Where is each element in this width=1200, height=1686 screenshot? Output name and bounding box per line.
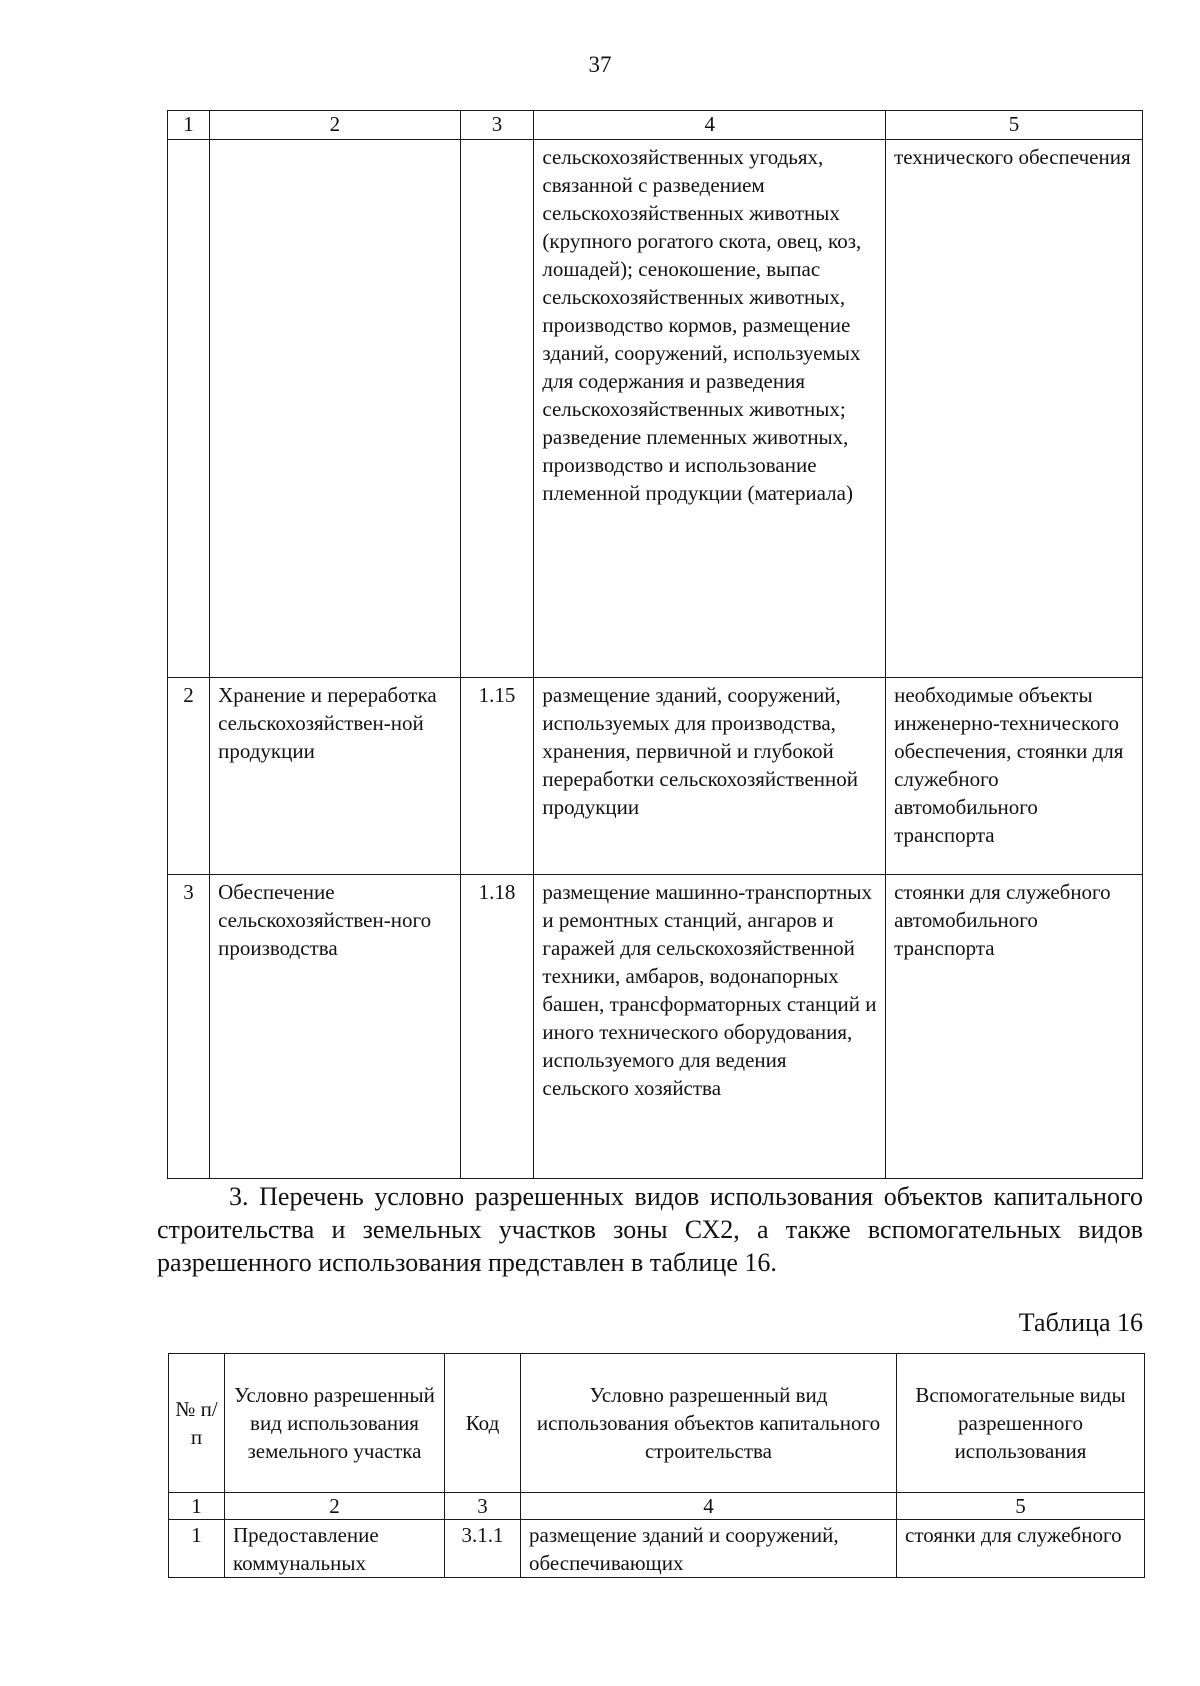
column-number-row: [169, 1493, 1145, 1520]
description-cell: сельскохозяйственных угодьях, связанной с разведением сельскохозяйственных животных (крупного рогатого скота, овец, коз, лошадей); сенокошение, выпас сельскохозяйственных животных, производство кормов, размещение зданий, сооружений, используемых для содержания и разведения сельскохозяйственных животных; разведение племенных животных, производство и использование племенной продукции (материала): [534, 140, 886, 678]
auxiliary-use-cell: стоянки для служебного автомобильного транспорта: [886, 875, 1143, 1179]
table-header-row: [168, 111, 1143, 140]
use-type-cell: Обеспечение сельскохозяйствен-ного производства: [210, 875, 461, 1179]
header-cell: № п/п: [169, 1354, 225, 1493]
column-number-cell: 1: [169, 1493, 225, 1520]
column-number-cell: 2: [225, 1493, 445, 1520]
code-cell: 3.1.1: [445, 1520, 521, 1578]
auxiliary-use-cell: технического обеспечения: [886, 140, 1143, 678]
column-number-cell: 4: [521, 1493, 897, 1520]
column-number-cell: 3: [445, 1493, 521, 1520]
header-cell: Код: [445, 1354, 521, 1493]
conditional-use-table: [168, 1353, 1145, 1578]
table-row: [168, 140, 1143, 678]
header-cell: 3: [460, 111, 534, 140]
code-cell: [460, 140, 534, 678]
row-number-cell: 1: [169, 1520, 225, 1578]
page-number: 37: [588, 52, 612, 77]
auxiliary-use-cell: необходимые объекты инженерно-технического обеспечения, стоянки для служебного автомобильного транспорта: [886, 678, 1143, 875]
land-use-table-continued: [167, 110, 1143, 1179]
header-cell: 1: [168, 111, 210, 140]
header-cell: Условно разрешенный вид использования земельного участка: [225, 1354, 445, 1493]
row-number-cell: 2: [168, 678, 210, 875]
header-cell: 5: [886, 111, 1143, 140]
header-cell: Вспомогательные виды разрешенного использования: [897, 1354, 1145, 1493]
description-cell: размещение зданий, сооружений, используемых для производства, хранения, первичной и глубокой переработки сельскохозяйственной продукции: [534, 678, 886, 875]
row-number-cell: 3: [168, 875, 210, 1179]
table-row: [168, 875, 1143, 1179]
description-cell: размещение зданий и сооружений, обеспечивающих: [521, 1520, 897, 1578]
body-paragraph: 3. Перечень условно разрешенных видов использования объектов капитального строительства и земельных участков зоны СХ2, а также вспомогательных видов разрешенного использования представлен в таблице 16.: [157, 1182, 1143, 1277]
header-cell: Условно разрешенный вид использования объектов капитального строительства: [521, 1354, 897, 1493]
use-type-cell: [210, 140, 461, 678]
table-caption: Таблица 16: [1018, 1308, 1143, 1337]
use-type-cell: Хранение и переработка сельскохозяйствен-ной продукции: [210, 678, 461, 875]
header-cell: 2: [210, 111, 461, 140]
table-header-row: [169, 1354, 1145, 1493]
auxiliary-use-cell: стоянки для служебного: [897, 1520, 1145, 1578]
code-cell: 1.18: [460, 875, 534, 1179]
table-row: [169, 1520, 1145, 1578]
column-number-cell: 5: [897, 1493, 1145, 1520]
row-number-cell: [168, 140, 210, 678]
code-cell: 1.15: [460, 678, 534, 875]
description-cell: размещение машинно-транспортных и ремонтных станций, ангаров и гаражей для сельскохозяйственной техники, амбаров, водонапорных башен, трансформаторных станций и иного технического оборудования, используемого для ведения сельского хозяйства: [534, 875, 886, 1179]
table-row: [168, 678, 1143, 875]
header-cell: 4: [534, 111, 886, 140]
use-type-cell: Предоставление коммунальных: [225, 1520, 445, 1578]
